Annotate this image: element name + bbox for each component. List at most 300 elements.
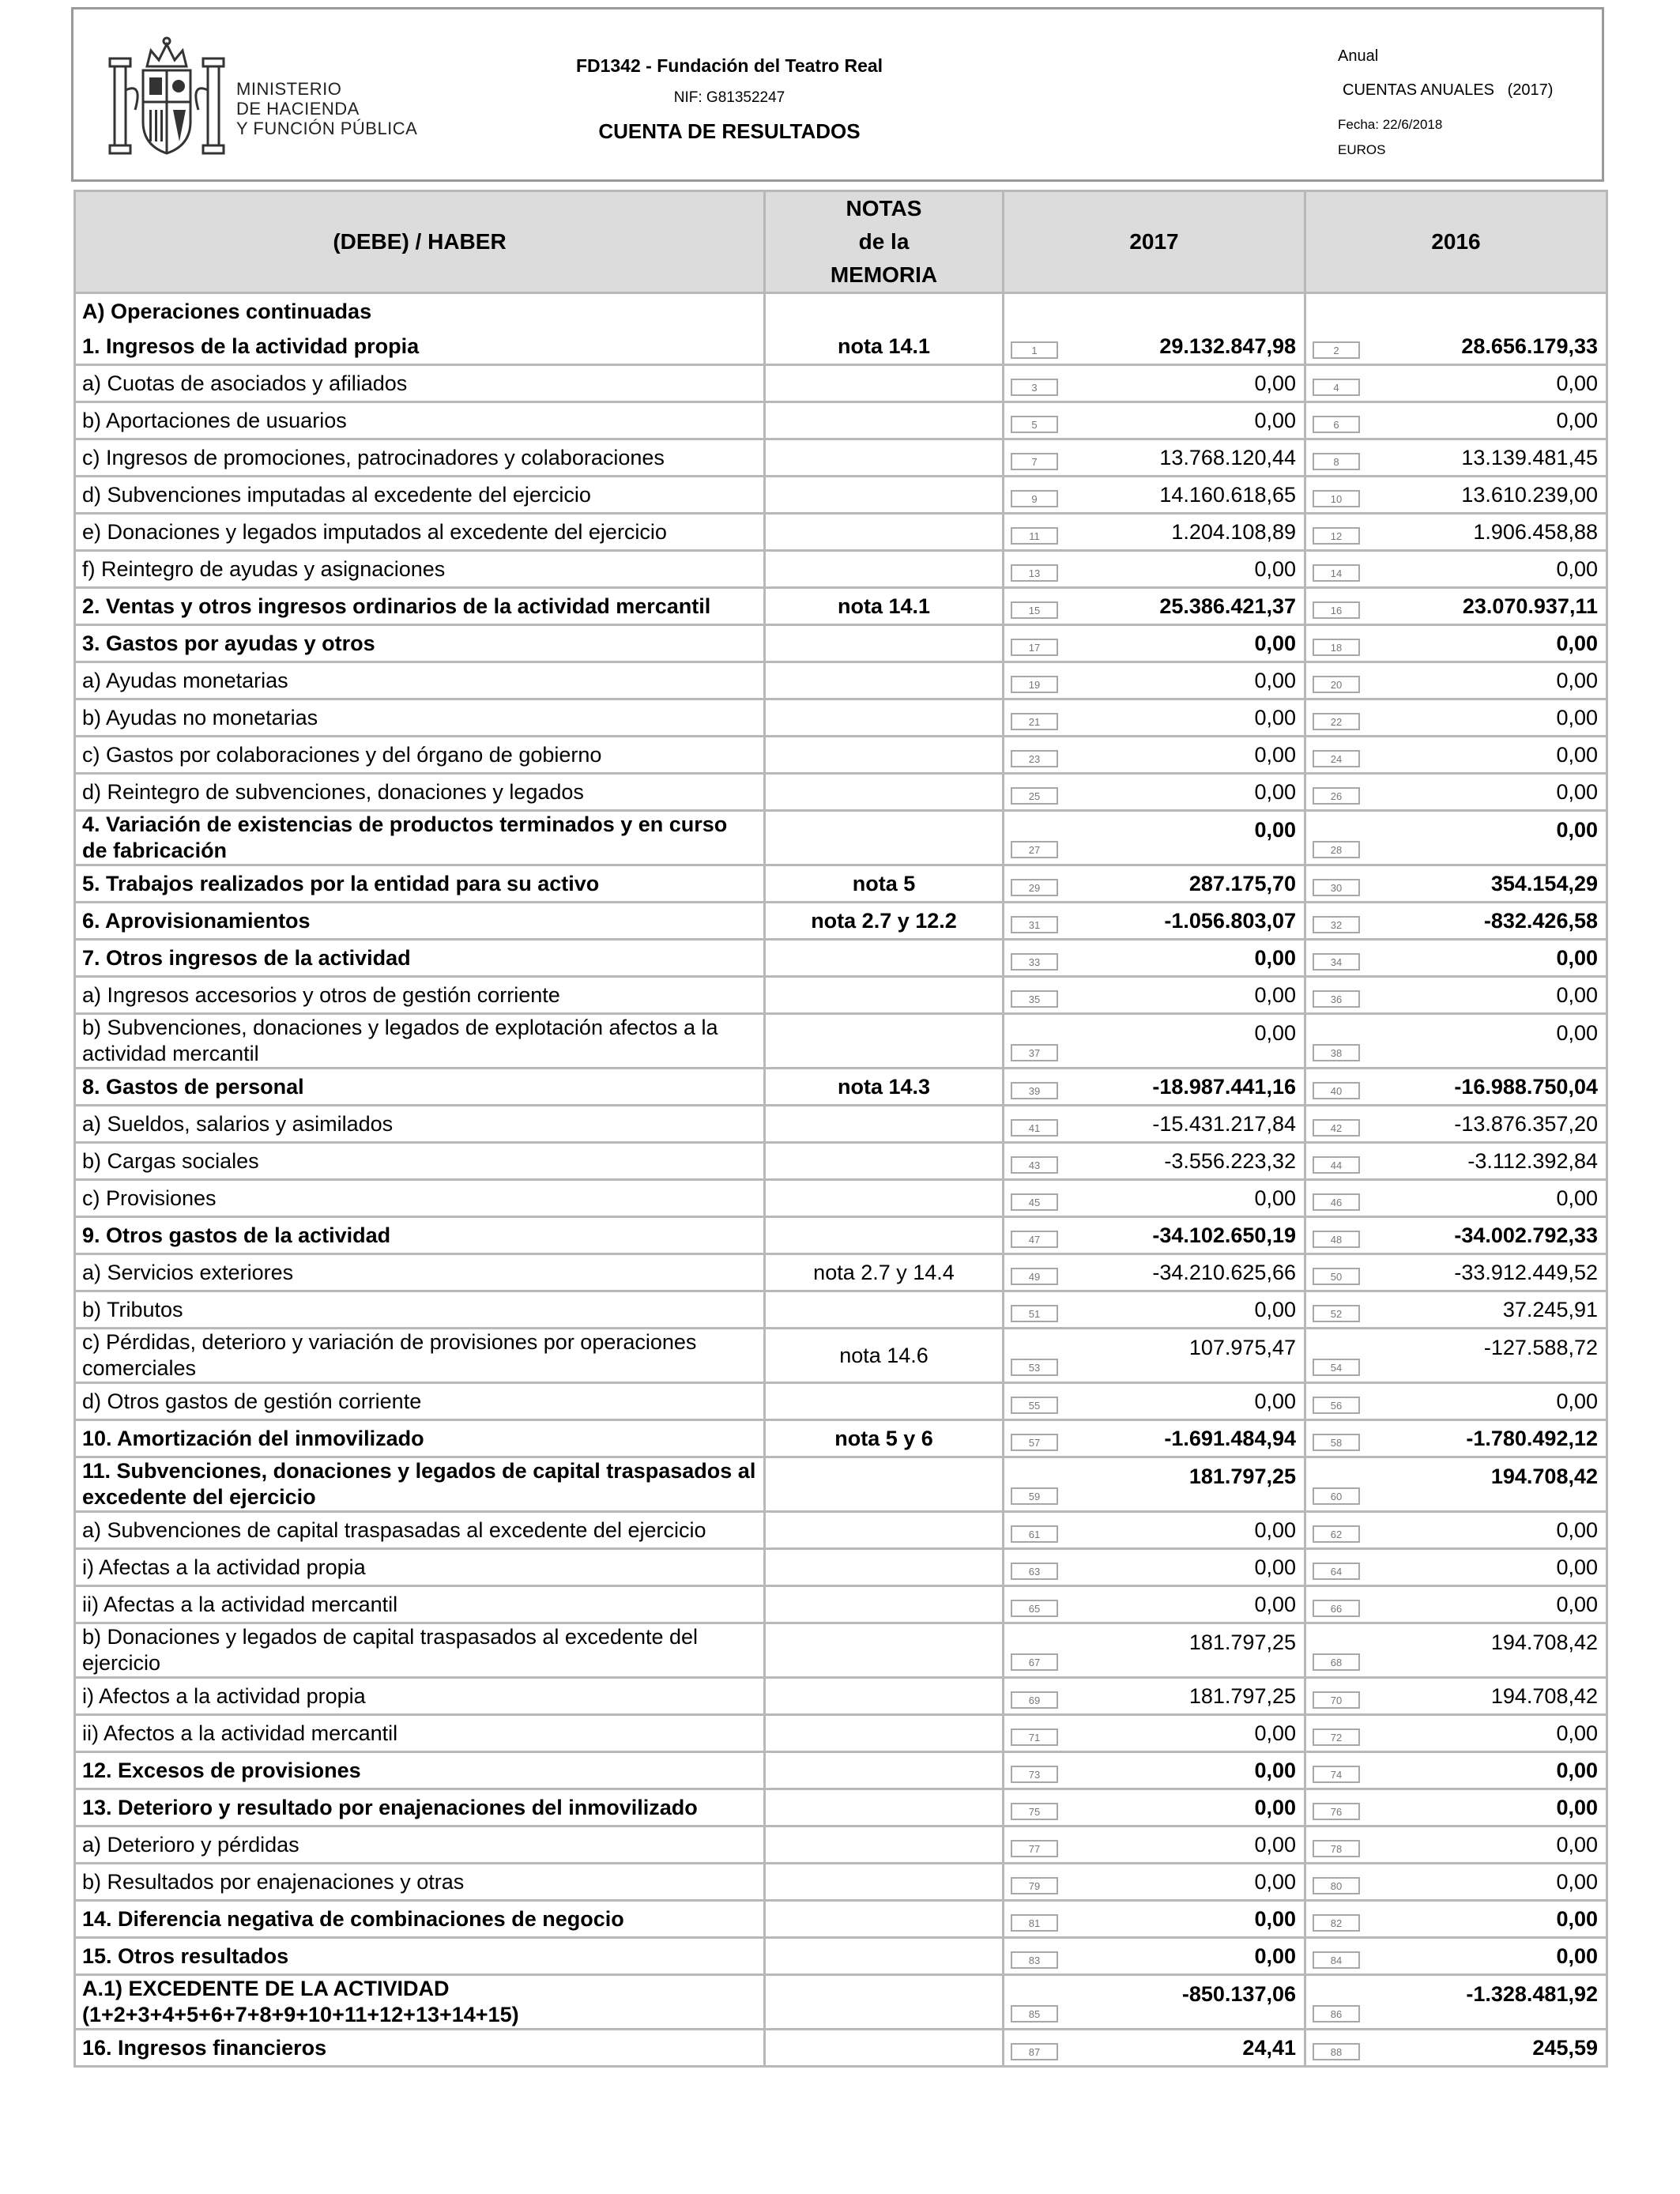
table-row: [75, 1975, 1607, 2030]
value-2016: -127.588,72: [1483, 1336, 1598, 1359]
value-2017: 1.204.108,89: [1171, 519, 1296, 544]
row-label: c) Provisiones: [75, 1180, 765, 1217]
row-note: [765, 439, 1004, 477]
row-code-2016: 28: [1313, 841, 1360, 858]
row-note: [765, 514, 1004, 551]
ministry-line-1: MINISTERIO: [236, 79, 342, 99]
row-code-2017: 25: [1011, 787, 1058, 805]
value-2017: 181.797,25: [1188, 1465, 1296, 1488]
period-label: Anual: [1338, 47, 1379, 65]
row-value-2017: [1004, 1291, 1305, 1329]
value-2016: 194.708,42: [1490, 1630, 1598, 1654]
value-2017: 0,00: [1254, 1832, 1296, 1857]
value-2016: 0,00: [1556, 818, 1598, 842]
row-label: 10. Amortización del inmovilizado: [75, 1420, 765, 1457]
row-code-2017: 7: [1011, 453, 1058, 470]
row-code-2017: 57: [1011, 1434, 1058, 1451]
row-value-2016: [1305, 1069, 1607, 1106]
row-code-2017: 53: [1011, 1359, 1058, 1376]
row-label: a) Sueldos, salarios y asimilados: [75, 1106, 765, 1143]
row-label: b) Aportaciones de usuarios: [75, 402, 765, 439]
row-value-2017: [1004, 1106, 1305, 1143]
value-2017: 0,00: [1254, 1758, 1296, 1782]
row-code-2017: 61: [1011, 1525, 1058, 1543]
row-label: a) Servicios exteriores: [75, 1254, 765, 1291]
value-2016: 354.154,29: [1490, 871, 1598, 895]
row-label: 15. Otros resultados: [75, 1938, 765, 1975]
value-2017: 0,00: [1254, 1869, 1296, 1894]
row-code-2017: 37: [1011, 1044, 1058, 1061]
notes-header-line-2: de la: [858, 229, 910, 254]
value-2017: 29.132.847,98: [1159, 334, 1296, 358]
row-value-2017: [1004, 2030, 1305, 2067]
row-code-2016: 36: [1313, 990, 1360, 1008]
row-note: [765, 1901, 1004, 1938]
row-value-2017: [1004, 402, 1305, 439]
row-label: b) Tributos: [75, 1291, 765, 1329]
row-value-2017: [1004, 1420, 1305, 1457]
value-2016: 0,00: [1556, 1517, 1598, 1542]
value-2016: 0,00: [1556, 1592, 1598, 1616]
row-note: [765, 1014, 1004, 1069]
foundation-title: FD1342 - Fundación del Teatro Real: [575, 55, 883, 76]
row-code-2016: 20: [1313, 676, 1360, 693]
row-value-2017: [1004, 439, 1305, 477]
row-code-2016: 54: [1313, 1359, 1360, 1376]
value-2017: 0,00: [1254, 779, 1296, 804]
row-value-2016: [1305, 1329, 1607, 1383]
table-row: [75, 737, 1607, 774]
table-row: [75, 1938, 1607, 1975]
row-note: [765, 811, 1004, 865]
row-value-2017: [1004, 1329, 1305, 1383]
row-code-2016: 50: [1313, 1268, 1360, 1285]
row-value-2016: [1305, 1623, 1607, 1678]
row-note: nota 14.1: [765, 329, 1004, 365]
row-label: A.1) EXCEDENTE DE LA ACTIVIDAD (1+2+3+4+5+6+7+8+9+10+11+12+13+14+15): [75, 1975, 765, 2030]
row-code-2017: 71: [1011, 1728, 1058, 1746]
table-row: [75, 402, 1607, 439]
table-row: [75, 2030, 1607, 2067]
value-2017: 0,00: [1254, 1721, 1296, 1745]
row-code-2017: 79: [1011, 1877, 1058, 1894]
col-header-2017: 2017: [1004, 191, 1305, 293]
value-2017: 0,00: [1254, 556, 1296, 581]
row-value-2016: [1305, 1938, 1607, 1975]
value-2017: 107.975,47: [1188, 1336, 1296, 1359]
row-label: a) Ingresos accesorios y otros de gestión corriente: [75, 977, 765, 1014]
row-label: i) Afectas a la actividad propia: [75, 1549, 765, 1586]
section-label: A) Operaciones continuadas: [75, 293, 765, 330]
row-code-2016: 4: [1313, 379, 1360, 396]
table-row: [75, 1217, 1607, 1254]
value-2016: 37.245,91: [1502, 1297, 1598, 1321]
row-label: a) Cuotas de asociados y afiliados: [75, 365, 765, 402]
value-2016: -13.876.357,20: [1454, 1111, 1598, 1136]
value-2017: 24,41: [1242, 2035, 1296, 2060]
value-2017: 0,00: [1254, 1517, 1296, 1542]
table-row: [75, 977, 1607, 1014]
col-header-concept: (DEBE) / HABER: [75, 191, 765, 293]
row-code-2017: 67: [1011, 1653, 1058, 1671]
value-2017: 0,00: [1254, 408, 1296, 432]
row-value-2017: [1004, 1254, 1305, 1291]
value-2016: 0,00: [1556, 1906, 1598, 1931]
value-2016: 0,00: [1556, 945, 1598, 970]
row-note: [765, 1180, 1004, 1217]
table-row: [75, 1901, 1607, 1938]
row-value-2016: [1305, 774, 1607, 811]
row-value-2016: [1305, 1180, 1607, 1217]
row-code-2017: 21: [1011, 713, 1058, 730]
row-code-2017: 29: [1011, 879, 1058, 896]
row-code-2016: 72: [1313, 1728, 1360, 1746]
report-name: CUENTAS ANUALES (2017): [1343, 81, 1554, 99]
row-label: ii) Afectas a la actividad mercantil: [75, 1586, 765, 1623]
row-code-2017: 13: [1011, 564, 1058, 582]
row-label: c) Pérdidas, deterioro y variación de provisiones por operaciones comerciales: [75, 1329, 765, 1383]
row-value-2017: [1004, 1586, 1305, 1623]
row-code-2017: 31: [1011, 916, 1058, 933]
table-row: [75, 699, 1607, 737]
row-label: 3. Gastos por ayudas y otros: [75, 625, 765, 662]
row-value-2016: [1305, 737, 1607, 774]
row-value-2016: [1305, 1383, 1607, 1420]
value-2016: 0,00: [1556, 705, 1598, 729]
row-note: nota 2.7 y 12.2: [765, 903, 1004, 940]
value-2016: 1.906.458,88: [1473, 519, 1598, 544]
table-row: [75, 439, 1607, 477]
row-value-2016: [1305, 1291, 1607, 1329]
row-value-2016: [1305, 1549, 1607, 1586]
row-value-2016: [1305, 1143, 1607, 1180]
row-value-2017: [1004, 625, 1305, 662]
table-header-row: [75, 191, 1607, 293]
table-row: [75, 1329, 1607, 1383]
row-value-2017: [1004, 551, 1305, 588]
row-label: 9. Otros gastos de la actividad: [75, 1217, 765, 1254]
row-value-2016: [1305, 1901, 1607, 1938]
table-row: [75, 514, 1607, 551]
row-code-2016: 44: [1313, 1156, 1360, 1174]
value-2017: -15.431.217,84: [1152, 1111, 1296, 1136]
row-label: d) Reintegro de subvenciones, donaciones y legados: [75, 774, 765, 811]
row-value-2017: [1004, 1069, 1305, 1106]
row-note: [765, 1752, 1004, 1789]
value-2016: 0,00: [1556, 631, 1598, 655]
row-note: [765, 774, 1004, 811]
ministry-line-3: Y FUNCIÓN PÚBLICA: [236, 119, 418, 138]
value-2016: 0,00: [1556, 1869, 1598, 1894]
value-2017: -850.137,06: [1181, 1982, 1296, 2006]
row-code-2016: 18: [1313, 639, 1360, 656]
row-note: [765, 477, 1004, 514]
value-2017: 0,00: [1254, 1943, 1296, 1968]
row-note: [765, 1291, 1004, 1329]
value-2017: 0,00: [1254, 1021, 1296, 1045]
value-2017: 0,00: [1254, 1389, 1296, 1413]
value-2016: 0,00: [1556, 982, 1598, 1007]
ministry-name: [236, 79, 417, 138]
row-note: [765, 1512, 1004, 1549]
row-label: f) Reintegro de ayudas y asignaciones: [75, 551, 765, 588]
row-code-2016: 56: [1313, 1397, 1360, 1414]
row-code-2017: 55: [1011, 1397, 1058, 1414]
value-2017: 0,00: [1254, 631, 1296, 655]
nif-number: NIF: G81352247: [673, 89, 785, 106]
value-2016: -3.112.392,84: [1467, 1148, 1598, 1173]
coat-of-arms-icon: [104, 35, 230, 165]
row-note: [765, 940, 1004, 977]
row-note: [765, 1143, 1004, 1180]
value-2016: 0,00: [1556, 371, 1598, 395]
row-value-2017: [1004, 1864, 1305, 1901]
row-code-2016: 48: [1313, 1231, 1360, 1248]
row-code-2016: 86: [1313, 2005, 1360, 2022]
value-2017: 181.797,25: [1188, 1630, 1296, 1654]
value-2017: 0,00: [1254, 742, 1296, 767]
row-code-2016: 22: [1313, 713, 1360, 730]
row-label: e) Donaciones y legados imputados al excedente del ejercicio: [75, 514, 765, 551]
row-label: 4. Variación de existencias de productos terminados y en curso de fabricación: [75, 811, 765, 865]
row-label: 13. Deterioro y resultado por enajenaciones del inmovilizado: [75, 1789, 765, 1826]
row-value-2017: [1004, 1752, 1305, 1789]
value-2017: -34.210.625,66: [1152, 1260, 1296, 1284]
value-2016: 28.656.179,33: [1461, 334, 1598, 358]
row-value-2017: [1004, 977, 1305, 1014]
value-2017: 14.160.618,65: [1159, 482, 1296, 507]
row-note: [765, 2030, 1004, 2067]
currency-unit: EUROS: [1338, 142, 1386, 157]
row-value-2017: [1004, 365, 1305, 402]
row-value-2017: [1004, 699, 1305, 737]
value-2016: 0,00: [1556, 1943, 1598, 1968]
row-value-2016: [1305, 477, 1607, 514]
row-note: [765, 1938, 1004, 1975]
row-value-2016: [1305, 699, 1607, 737]
row-value-2016: [1305, 402, 1607, 439]
value-2017: 0,00: [1254, 668, 1296, 692]
row-value-2017: [1004, 1512, 1305, 1549]
row-code-2016: 60: [1313, 1487, 1360, 1505]
row-label: 16. Ingresos financieros: [75, 2030, 765, 2067]
row-note: nota 5 y 6: [765, 1420, 1004, 1457]
statement-title: CUENTA DE RESULTADOS: [598, 119, 861, 143]
section-row: [75, 293, 1607, 330]
table-row: [75, 865, 1607, 903]
table-row: [75, 1106, 1607, 1143]
row-value-2016: [1305, 1014, 1607, 1069]
value-2017: 0,00: [1254, 1297, 1296, 1321]
row-label: b) Cargas sociales: [75, 1143, 765, 1180]
table-row: [75, 1549, 1607, 1586]
table-row: [75, 1291, 1607, 1329]
row-label: 14. Diferencia negativa de combinaciones de negocio: [75, 1901, 765, 1938]
row-code-2017: 47: [1011, 1231, 1058, 1248]
section-2017-cell: [1004, 293, 1305, 330]
row-label: 5. Trabajos realizados por la entidad para su activo: [75, 865, 765, 903]
row-label: 7. Otros ingresos de la actividad: [75, 940, 765, 977]
row-code-2016: 14: [1313, 564, 1360, 582]
row-code-2016: 80: [1313, 1877, 1360, 1894]
ministry-line-2: DE HACIENDA: [236, 99, 360, 119]
row-note: [765, 1549, 1004, 1586]
value-2016: 245,59: [1532, 2035, 1598, 2060]
row-label: 12. Excesos de provisiones: [75, 1752, 765, 1789]
table-row: [75, 1623, 1607, 1678]
row-value-2017: [1004, 1678, 1305, 1715]
row-note: [765, 737, 1004, 774]
row-value-2016: [1305, 865, 1607, 903]
row-note: nota 14.6: [765, 1329, 1004, 1383]
value-2016: 0,00: [1556, 1721, 1598, 1745]
value-2016: 0,00: [1556, 1795, 1598, 1819]
row-code-2017: 1: [1011, 341, 1058, 359]
report-header: [71, 7, 1604, 182]
income-statement-table: [73, 190, 1608, 2068]
row-code-2017: 5: [1011, 416, 1058, 433]
row-code-2016: 68: [1313, 1653, 1360, 1671]
row-code-2017: 75: [1011, 1803, 1058, 1820]
row-label: ii) Afectos a la actividad mercantil: [75, 1715, 765, 1752]
row-value-2017: [1004, 1789, 1305, 1826]
row-note: [765, 1678, 1004, 1715]
row-label: i) Afectos a la actividad propia: [75, 1678, 765, 1715]
row-code-2017: 35: [1011, 990, 1058, 1008]
row-code-2016: 38: [1313, 1044, 1360, 1061]
row-label: b) Subvenciones, donaciones y legados de explotación afectos a la actividad mercantil: [75, 1014, 765, 1069]
row-value-2017: [1004, 1623, 1305, 1678]
row-code-2017: 83: [1011, 1951, 1058, 1969]
row-code-2017: 77: [1011, 1840, 1058, 1857]
row-value-2017: [1004, 1457, 1305, 1512]
row-code-2017: 33: [1011, 953, 1058, 971]
value-2016: 0,00: [1556, 779, 1598, 804]
value-2016: 194.708,42: [1490, 1683, 1598, 1708]
table-row: [75, 940, 1607, 977]
table-row: [75, 1420, 1607, 1457]
value-2017: -3.556.223,32: [1164, 1148, 1296, 1173]
notes-header-line-3: MEMORIA: [830, 262, 938, 287]
row-value-2016: [1305, 1106, 1607, 1143]
value-2017: 0,00: [1254, 982, 1296, 1007]
value-2017: 0,00: [1254, 705, 1296, 729]
table-row: [75, 1678, 1607, 1715]
row-value-2016: [1305, 625, 1607, 662]
table-row: [75, 1715, 1607, 1752]
row-code-2017: 65: [1011, 1600, 1058, 1617]
row-code-2017: 19: [1011, 676, 1058, 693]
row-value-2017: [1004, 1901, 1305, 1938]
value-2016: -1.780.492,12: [1466, 1426, 1598, 1450]
value-2017: 0,00: [1254, 1906, 1296, 1931]
row-value-2016: [1305, 1826, 1607, 1864]
value-2016: -33.912.449,52: [1454, 1260, 1598, 1284]
value-2017: -1.691.484,94: [1164, 1426, 1296, 1450]
value-2016: 0,00: [1556, 1758, 1598, 1782]
row-value-2017: [1004, 1938, 1305, 1975]
table-row: [75, 1864, 1607, 1901]
row-note: nota 2.7 y 14.4: [765, 1254, 1004, 1291]
row-code-2016: 34: [1313, 953, 1360, 971]
row-code-2017: 87: [1011, 2043, 1058, 2060]
row-code-2017: 85: [1011, 2005, 1058, 2022]
value-2016: 0,00: [1556, 1832, 1598, 1857]
table-row: [75, 903, 1607, 940]
row-code-2017: 39: [1011, 1082, 1058, 1099]
row-code-2016: 84: [1313, 1951, 1360, 1969]
row-code-2017: 3: [1011, 379, 1058, 396]
row-value-2017: [1004, 865, 1305, 903]
row-code-2017: 81: [1011, 1914, 1058, 1932]
row-code-2016: 52: [1313, 1305, 1360, 1322]
value-2016: -16.988.750,04: [1454, 1074, 1598, 1099]
row-value-2017: [1004, 737, 1305, 774]
row-note: [765, 1586, 1004, 1623]
row-label: b) Resultados por enajenaciones y otras: [75, 1864, 765, 1901]
value-2016: 0,00: [1556, 556, 1598, 581]
value-2017: 0,00: [1254, 1592, 1296, 1616]
row-note: [765, 1715, 1004, 1752]
section-note-cell: [765, 293, 1004, 330]
row-code-2016: 40: [1313, 1082, 1360, 1099]
row-note: [765, 1789, 1004, 1826]
col-header-2016: 2016: [1305, 191, 1607, 293]
row-value-2016: [1305, 514, 1607, 551]
report-date: Fecha: 22/6/2018: [1338, 117, 1443, 132]
row-code-2016: 74: [1313, 1766, 1360, 1783]
value-2017: -34.102.650,19: [1152, 1223, 1296, 1247]
row-code-2017: 11: [1011, 527, 1058, 545]
value-2017: 25.386.421,37: [1159, 594, 1296, 618]
row-value-2017: [1004, 1549, 1305, 1586]
row-code-2017: 59: [1011, 1487, 1058, 1505]
row-code-2016: 62: [1313, 1525, 1360, 1543]
row-code-2016: 46: [1313, 1193, 1360, 1211]
row-value-2017: [1004, 1217, 1305, 1254]
title-block: [469, 49, 990, 144]
row-value-2017: [1004, 1975, 1305, 2030]
row-value-2016: [1305, 1789, 1607, 1826]
row-label: b) Ayudas no monetarias: [75, 699, 765, 737]
value-2017: -18.987.441,16: [1152, 1074, 1296, 1099]
row-value-2016: [1305, 662, 1607, 699]
value-2016: -34.002.792,33: [1454, 1223, 1598, 1247]
row-note: [765, 365, 1004, 402]
row-code-2017: 27: [1011, 841, 1058, 858]
value-2016: -1.328.481,92: [1466, 1982, 1598, 2006]
row-value-2016: [1305, 811, 1607, 865]
row-note: [765, 1217, 1004, 1254]
table-row: [75, 329, 1607, 365]
table-row: [75, 1789, 1607, 1826]
row-code-2016: 2: [1313, 341, 1360, 359]
section-2016-cell: [1305, 293, 1607, 330]
row-value-2016: [1305, 439, 1607, 477]
value-2016: -832.426,58: [1483, 908, 1598, 933]
row-value-2017: [1004, 1014, 1305, 1069]
row-code-2016: 42: [1313, 1119, 1360, 1137]
row-code-2016: 88: [1313, 2043, 1360, 2060]
table-row: [75, 774, 1607, 811]
row-value-2017: [1004, 477, 1305, 514]
row-code-2016: 64: [1313, 1563, 1360, 1580]
table-row: [75, 1069, 1607, 1106]
value-2016: 13.139.481,45: [1461, 445, 1598, 469]
table-row: [75, 662, 1607, 699]
table-row: [75, 1457, 1607, 1512]
row-value-2017: [1004, 940, 1305, 977]
